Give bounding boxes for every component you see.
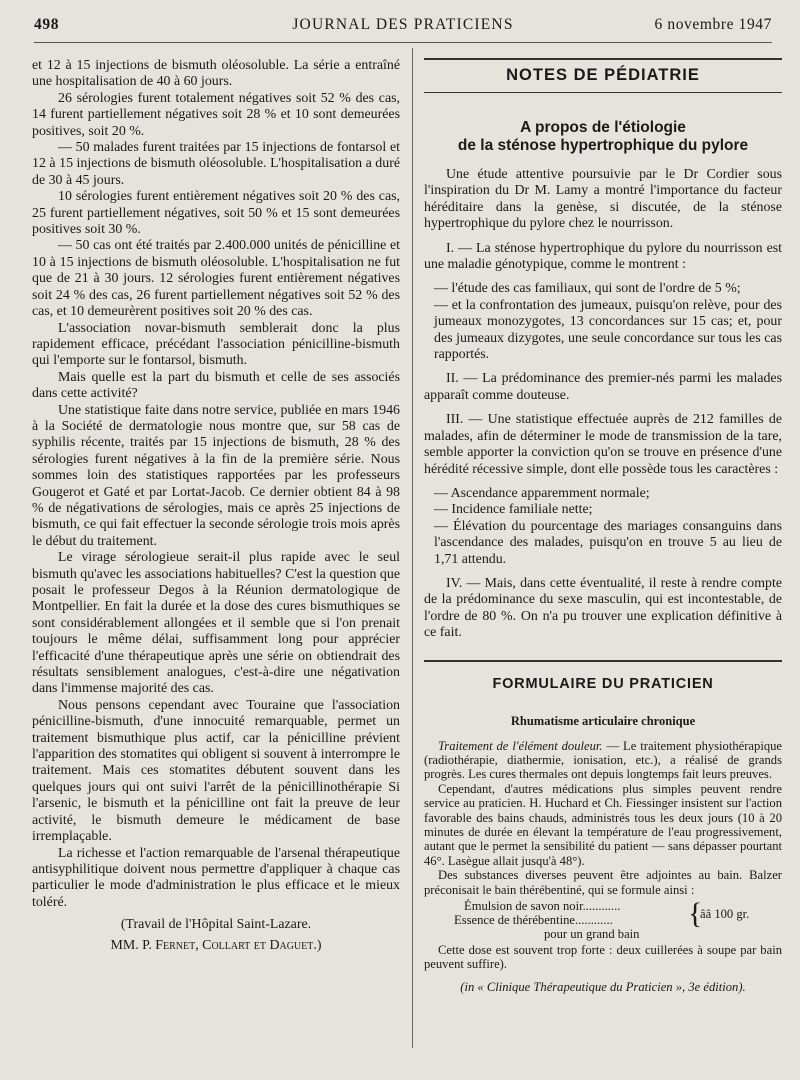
paragraph: [424, 739, 782, 782]
list-item: — l'étude des cas familiaux, qui sont de l'ordre de 5 %;: [434, 281, 741, 297]
issue-date: 6 novembre 1947: [654, 16, 772, 33]
list-item: — Incidence familiale nette;: [434, 502, 593, 518]
paragraph: II. — La prédominance des premier-nés parmi les malades apparaît comme douteuse.: [424, 371, 782, 403]
list-item: — et la confrontation des jumeaux, puisqu'on relève, pour des jumeaux monozygotes, 13 concordances sur 15 cas; et, pour des jumeaux dizygotes, une seule concordance sur tous les cas rapportés.: [434, 297, 782, 363]
formulaire-subtitle: Rhumatisme articulaire chronique: [510, 713, 696, 728]
left-column: [32, 58, 400, 954]
brace-icon: {: [688, 897, 703, 931]
paragraph-text: — Le traitement physiothérapique (radiothérapie, diathermie, ionisation, etc.), a réalisé de grands progrès. Les cures thermales ont depuis longtemps fait leurs preuves.: [424, 738, 783, 782]
list-item: — Ascendance apparemment normale;: [434, 485, 650, 501]
article-title-line: A propos de l'étiologie: [520, 119, 686, 136]
paragraph: Une étude attentive poursuivie par le Dr Cordier sous l'inspiration du Dr M. Lamy a montré l'importance du facteur héréditaire dans la genèse, si discutée, de la sténose hypertrophique du pylore chez le nourrisson.: [424, 167, 782, 232]
recipe: [424, 899, 782, 943]
header-rule: [34, 42, 772, 43]
paragraph: Cependant, d'autres médications plus simples peuvent rendre service au praticien. H. Huchard et Ch. Fiessinger insistent sur l'action favorable des bains chauds, administrés tous les deux jours (10 à 20 minutes de durée en élevant la température de l'eau progressivement, autant que le permet la sensibilité du patient — sans dépasser pourtant 46°. Lasègue allait jusqu'à 48°).: [424, 781, 782, 868]
recipe-note: pour un grand bain: [544, 927, 640, 942]
paragraph: et 12 à 15 injections de bismuth oléosoluble. La série a entraîné une hospitalisation de 40 à 60 jours.: [32, 58, 400, 90]
paragraph: I. — La sténose hypertrophique du pylore du nourrisson est une maladie génotypique, comme le montrent :: [424, 240, 782, 273]
recipe-ingredient: Essence de thérébentine............: [454, 913, 613, 928]
paragraph: Le virage sérologieue serait-il plus rapide avec le seul bismuth qu'avec les associations habituelles? C'est la question que posait le professeur Degos à la Réunion dermatologique de Montpellier. En fait la durée et la dose des cures bismuthiques se sont considérablement allongées et il semble que si l'on prenait toujours le même délai, suffisamment long pour apprécier l'efficacité d'une thérapeutique après une série on obtiendrait des résultats sensiblement analogues, c'est-à-dire une négativation dans l'immense majorité des cas.: [32, 550, 400, 697]
paragraph: Une statistique faite dans notre service, publiée en mars 1946 à la Société de dermatologie nous montre que, sur 58 cas de syphilis récente, traités par 15 injections de bismuth, 28 % des sérologies furent négatives à la fin de la première série. Nous sommes loin des statistiques rapportées par les professeurs Gougerot et Gaté et par Lortat-Jacob. Ce dernier obtient 84 à 98 % de négativations de sérologies, mais ce après 25 injections de bismuth, ce qui fait effectuer la seconde sérologie trois mois après le début du traitement.: [32, 402, 400, 549]
paragraph: Cette dose est souvent trop forte : deux cuillerées à soupe par bain peuvent suffire).: [424, 943, 782, 972]
article-title: [424, 119, 782, 155]
article-body: [424, 167, 782, 642]
recipe-quantity: ââ 100 gr.: [700, 907, 750, 922]
right-column: [424, 58, 782, 994]
article-title-line: de la sténose hypertrophique du pylore: [457, 137, 749, 154]
lead-phrase: Traitement de l'élément douleur.: [438, 738, 603, 753]
list-item: — Élévation du pourcentage des mariages consanguins dans l'ascendance des malades, puisqu'on en trouve 5 au lieu de 1,71 attendu.: [434, 518, 782, 567]
journal-title: JOURNAL DES PRATICIENS: [292, 16, 514, 33]
paragraph: IV. — Mais, dans cette éventualité, il reste à rendre compte de la prédominance du sexe masculin, qui est incontestable, de l'ordre de 80 %. On n'a pu trouver une explication définitive à ce fait.: [424, 575, 782, 641]
formulaire-title: FORMULAIRE DU PRATICIEN: [492, 675, 714, 692]
page-number: 498: [34, 16, 60, 33]
paragraph: Nous pensons cependant avec Touraine que l'association pénicilline-bismuth, d'une innocuité remarquable, permet un traitement bismuthique plus actif, car la pénicilline prévient l'apparition des stomatites qui obligent si souvent à interrompre le traitement. Mais ces stomatites débutent souvent dans les quelques jours qui ont suivi l'arrêt de la pénicillinothérapie Si l'arsenic, le bismuth et la pénicilline ont fait la preuve de leur activité, le bismuth demeure le médicament de base irremplaçable.: [32, 697, 400, 845]
paragraph: III. — Une statistique effectuée auprès de 212 familles de malades, afin de déterminer le mode de transmission de la tare, semble apporter la conviction qu'on se trouve en présence d'une hérédité récessive simple, dont elle possède tous les caractères :: [424, 412, 782, 477]
section-separator: [424, 660, 782, 662]
paragraph: Mais quelle est la part du bismuth et celle de ses associés dans cette activité?: [32, 369, 400, 402]
signature-institution: (Travail de l'Hôpital Saint-Lazare.: [120, 917, 312, 933]
page-header: [34, 16, 772, 38]
recipe-ingredient: Émulsion de savon noir............: [464, 899, 621, 914]
citation: (in « Clinique Thérapeutique du Praticien », 3e édition).: [460, 979, 746, 994]
paragraph: L'association novar-bismuth semblerait donc la plus rapidement efficace, précédant l'association pénicilline-bismuth qui l'emporte sur le fontarsol, bismuth.: [32, 320, 400, 369]
formulaire-body: [424, 739, 782, 995]
paragraph: 26 sérologies furent totalement négatives soit 52 % des cas, 14 furent partiellement négatives soit 28 % et 10 sont demeurées positives, soit 20 %.: [32, 90, 400, 139]
paragraph: 10 sérologies furent entièrement négatives soit 20 % des cas, 25 furent partiellement négatives, soit 50 % et 15 sont demeurées positives soit 30 %.: [32, 189, 400, 238]
paragraph: Des substances diverses peuvent être adjointes au bain. Balzer préconisait le bain thérébentiné, qui se formule ainsi :: [424, 868, 782, 897]
paragraph: — 50 malades furent traitées par 15 injections de fontarsol et 12 à 15 injections de bismuth oléosoluble. L'hospitalisation a duré de 30 à 45 jours.: [32, 140, 400, 188]
signature-authors: MM. P. Fernet, Collart et Daguet.): [110, 937, 322, 953]
column-divider: [412, 48, 413, 1048]
paragraph: La richesse et l'action remarquable de l'arsenal thérapeutique antisyphilitique doivent nous permettre d'appliquer à chaque cas particulier le mode d'administration le plus efficace et le mieux toléré.: [32, 845, 400, 910]
section-title: NOTES DE PÉDIATRIE: [424, 58, 782, 93]
paragraph: — 50 cas ont été traités par 2.400.000 unités de pénicilline et 10 à 15 injections de bismuth oléosoluble. L'hospitalisation ne fut que de 21 à 30 jours. 12 sérologies furent entièrement négatives soit 24 % des cas, 26 furent partiellement négatives soit 52 % des cas, et 10 demeurèrent positives soit 20 % des cas.: [32, 238, 400, 320]
